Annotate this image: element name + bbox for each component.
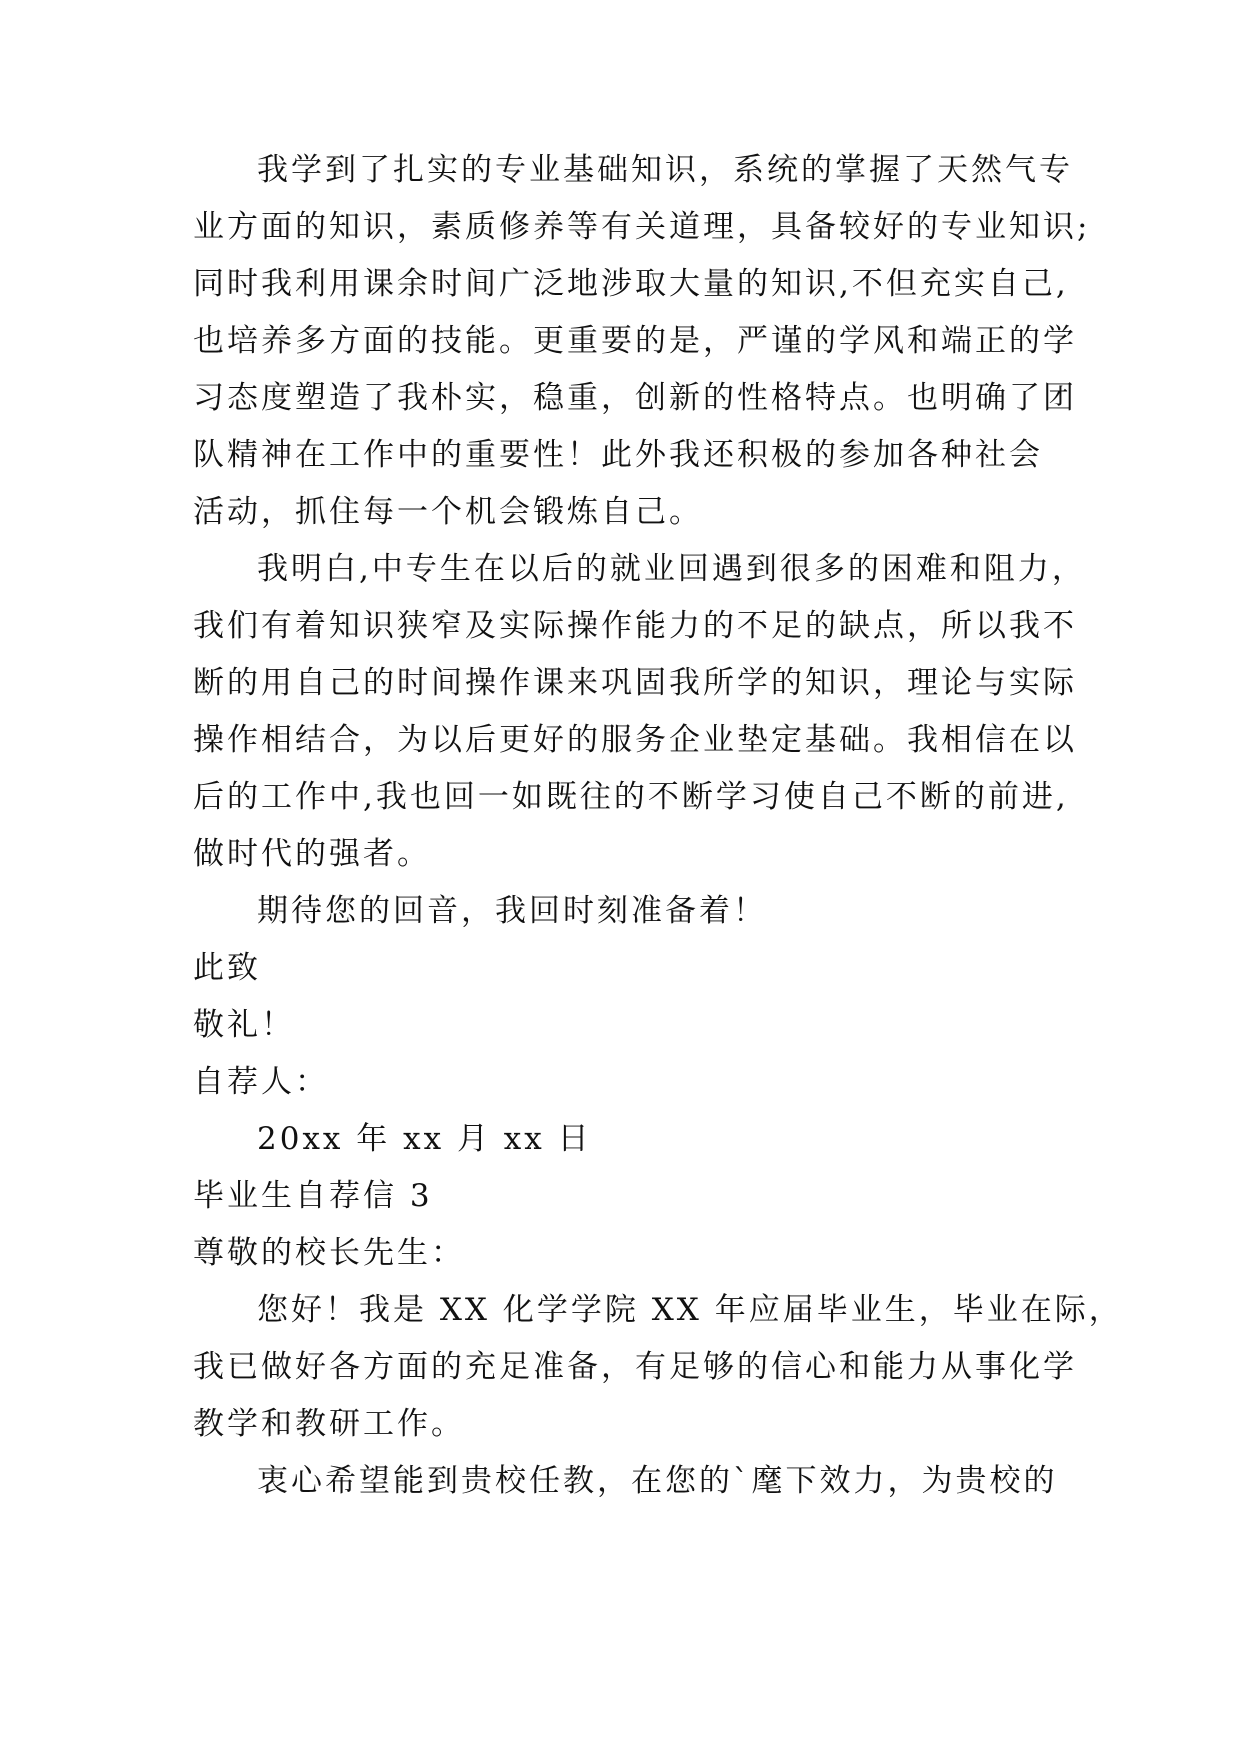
greeting-line: 尊敬的校长先生： — [193, 1235, 465, 1271]
salutation-line: 敬礼！ — [193, 1007, 295, 1043]
salutation-line: 此致 — [193, 950, 261, 986]
paragraph-line: 我学到了扎实的专业基础知识，系统的掌握了天然气专 — [257, 152, 1073, 188]
paragraph-line: 断的用自己的时间操作课来巩固我所学的知识，理论与实际 — [193, 665, 1077, 701]
paragraph-line: 同时我利用课余时间广泛地涉取大量的知识,不但充实自己, — [193, 266, 1069, 302]
paragraph-line: 教学和教研工作。 — [193, 1406, 465, 1442]
paragraph-line: 衷心希望能到贵校任教，在您的`麾下效力，为贵校的 — [257, 1463, 1058, 1499]
section-title: 毕业生自荐信 3 — [193, 1178, 433, 1214]
paragraph-line: 也培养多方面的技能。更重要的是，严谨的学风和端正的学 — [193, 323, 1077, 359]
paragraph-line: 我明白,中专生在以后的就业回遇到很多的困难和阻力， — [257, 551, 1086, 587]
paragraph-line: 队精神在工作中的重要性！此外我还积极的参加各种社会 — [193, 437, 1043, 473]
paragraph-line: 后的工作中,我也回一如既往的不断学习使自己不断的前进, — [193, 779, 1069, 815]
paragraph-line: 操作相结合，为以后更好的服务企业垫定基础。我相信在以 — [193, 722, 1077, 758]
signature-label: 自荐人： — [193, 1064, 329, 1100]
paragraph-line: 您好！我是 XX 化学学院 XX 年应届毕业生，毕业在际， — [257, 1292, 1123, 1328]
paragraph-line: 我已做好各方面的充足准备，有足够的信心和能力从事化学 — [193, 1349, 1077, 1385]
paragraph-line: 习态度塑造了我朴实，稳重，创新的性格特点。也明确了团 — [193, 380, 1077, 416]
paragraph-line: 业方面的知识，素质修养等有关道理，具备较好的专业知识; — [193, 209, 1091, 245]
paragraph-line: 活动，抓住每一个机会锻炼自己。 — [193, 494, 703, 530]
paragraph-line: 做时代的强者。 — [193, 836, 431, 872]
closing-line: 期待您的回音，我回时刻准备着！ — [257, 893, 767, 929]
date-line: 20xx 年 xx 月 xx 日 — [257, 1121, 592, 1157]
paragraph-line: 我们有着知识狭窄及实际操作能力的不足的缺点，所以我不 — [193, 608, 1077, 644]
